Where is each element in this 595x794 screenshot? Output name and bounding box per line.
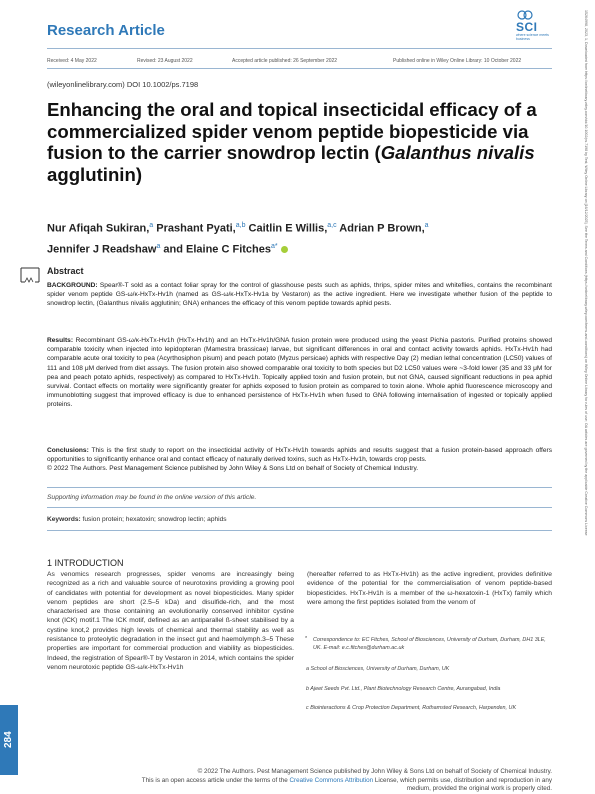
doi-line[interactable]: (wileyonlinelibrary.com) DOI 10.1002/ps.7198 — [47, 80, 199, 89]
footer-license-line — [47, 777, 552, 786]
results-text: Recombinant GS-ω/κ-HxTx-Hv1h (HxTx-Hv1h) and an HxTx-Hv1h/GNA fusion protein were produced using the yeast Pichia pastoris. Purified proteins showed comparable toxicity when injected into lepidopteran (Mamestra brassicae) larvae, but significant differences in oral and contact activity towards aphids. HxTx-Hv1h had comparable acute oral toxicity to pea (Acyrthosiphon pisum) and peach potato (Myzus persicae) aphids with respective Day (2) median lethal concentration (LC50) values of 111 and 108 μM derived from diet assays. The fusion protein also showed comparable oral toxicity to both species but D2 LC50 values were ~3-fold lower (35 and 33 μM for pea and peach potato aphids, respectively) as compared to HxTx-Hv1h. Topically applied toxin and fusion protein, but not GNA, caused significant reductions in pea aphid survival. Contact effects on mortality were significantly greater for aphids exposed to fusion protein as compared to toxin alone. Whole aphid fluorescence microscopy and immunoblotting suggest that improved efficacy is due to enhanced persistence of HxTx-Hv1h when fused to GNA following internalisation of ingested or topically applied proteins. — [47, 337, 552, 409]
abstract-results — [47, 336, 552, 410]
affiliation-marker: a* — [271, 242, 278, 250]
correspondence-footnote: Correspondence to: EC Fitches, School of Biosciences, University of Durham, Durham, DH1 3LE, UK. E-mail: e.c.fitches@durham.ac.uk — [313, 637, 546, 651]
footer-license-text-b: License, which permits use, distribution and reproduction in any — [373, 776, 552, 784]
intro-left-column: As venomics research progresses, spider venoms are increasingly being recognized as a rich and valuable source of neurotoxins providing a growing pool of candidates with potential for development as novel biopesticides. Many spider venom peptides are short (2.5–5 kDa) and disulfide-rich, and the most characterised are those containing an evolutionarily conserved inhibitor cystine knot (ICK) motif.1 The ICK motif, defined as an antiparallel ß-sheet stabilised by a cystine knot,2 provides high levels of chemical and thermal stability as well as resistance to proteolytic degradation in the insect gut and haemolymph.3–5 These properties are important for commercial production and viability as biopesticides. Indeed, the registration of Spear®-T by Vestaron in 2014, which contains the spider venom neurotoxic peptide GS-ω/κ-HxTx-Hv1h — [47, 571, 294, 671]
sci-logo — [512, 8, 552, 42]
author-list — [47, 217, 552, 258]
page-number: 284 — [3, 731, 14, 749]
affiliation-marker: a — [424, 222, 429, 229]
dates-rule — [47, 68, 552, 69]
abstract-rule — [47, 487, 552, 488]
section-heading: 1 INTRODUCTION — [47, 558, 124, 568]
affiliation-marker: a,c — [327, 222, 337, 229]
title-species: Galanthus nivalis — [380, 142, 535, 163]
author[interactable]: Jennifer J Readshaw — [47, 243, 157, 256]
footer-license-end: medium, provided the original work is properly cited. — [406, 785, 552, 792]
author[interactable]: Caitlin E Willis, — [248, 222, 328, 235]
abstract-bracket-icon — [19, 266, 41, 284]
abstract-conclusions — [47, 446, 552, 474]
background-text: Spear®-T sold as a contact foliar spray for the control of glasshouse pests such as aphids, thrips, spider mites and whiteflies, contains the recombinant spider venom peptide GS-ω/κ-HxTx-Hv1h (named as GS-ω/κ-HxTx-Hv1a by Vestaron) as the active ingredient. Here we investigate whether fusion of the peptide to snowdrop lectin, (Galanthus nivalis agglutinin; GNA) enhances the efficacy of this venom peptide towards aphid pests. — [47, 282, 552, 308]
header-rule — [47, 48, 552, 49]
keywords — [47, 516, 227, 523]
affiliation-marker: a,b — [235, 222, 246, 229]
conclusions-label: Conclusions: — [47, 447, 89, 454]
license-footer — [47, 768, 552, 794]
abstract-copyright: © 2022 The Authors. Pest Management Science published by John Wiley & Sons Ltd on behalf of Society of Chemical Industry. — [47, 465, 419, 473]
supporting-rule — [47, 507, 552, 508]
keywords-text: fusion protein; hexatoxin; snowdrop lectin; aphids — [80, 516, 227, 523]
supporting-info-note: Supporting information may be found in the online version of this article. — [47, 494, 257, 501]
affiliation-a: a School of Biosciences, University of Durham, Durham, UK — [306, 666, 450, 672]
abstract-heading: Abstract — [47, 266, 84, 276]
orcid-icon[interactable] — [281, 246, 288, 253]
affiliation-marker: a — [156, 242, 161, 250]
intro-right-column: (hereafter referred to as HxTx-Hv1h) as the active ingredient, provides definitive evidence of the potential for the commercialisation of venom peptide-based biopesticides. HxTx-Hv1h is a member of the ω-hexatoxin-1 (HxTx) family which were among the first peptides isolated from the venom of — [307, 571, 552, 606]
received-date: Received: 4 May 2022 — [47, 58, 97, 64]
author[interactable]: Adrian P Brown, — [339, 222, 425, 235]
journal-section-label: Research Article — [47, 22, 165, 39]
logo-tagline: where science meets business — [516, 33, 549, 41]
published-date: Published online in Wiley Online Library: 10 October 2022 — [393, 58, 522, 64]
keywords-rule — [47, 530, 552, 531]
revised-date: Revised: 23 August 2022 — [137, 58, 193, 64]
footer-copyright: © 2022 The Authors. Pest Management Science published by John Wiley & Sons Ltd on behalf of Society of Chemical Industry. — [197, 768, 552, 775]
affiliation-marker: a — [149, 222, 154, 229]
author[interactable]: and Elaine C Fitches — [163, 243, 271, 256]
article-title — [47, 99, 557, 185]
accepted-date: Accepted article published: 26 September 2022 — [232, 58, 338, 64]
affiliation-b: b Ajeet Seeds Pvt. Ltd., Plant Biotechnology Research Centre, Aurangabad, India — [306, 686, 501, 692]
download-side-text: 15264998, 2023, 1, Downloaded from https://onlinelibrary.wiley.com/doi/10.1002/ps.7198 by Test, Wiley Online Library on [16/12/2025]. See the Terms and Conditions (https://onlinelibrary.wiley.com/terms-and-conditions) on Wiley Online Library for rules of use; OA articles are governed by the applicable Creative Commons License — [584, 10, 588, 536]
correspondence-marker: * — [305, 636, 308, 642]
cc-license-link[interactable]: Creative Commons Attribution — [289, 776, 374, 784]
results-label: Results: — [47, 337, 74, 344]
title-main: Enhancing the oral and topical insecticidal efficacy of a commercialized spider venom peptide biopesticide via fusion to the carrier snowdrop lectin ( — [47, 99, 537, 163]
background-label: BACKGROUND: — [47, 282, 98, 289]
title-end: agglutinin) — [47, 163, 143, 185]
conclusions-text: This is the first study to report on the insecticidal activity of HxTx-Hv1h towards aphids and results suggest that a fusion protein-based approach offers opportunities to significantly enhance oral and contact efficacy of naturally derived toxins, such as HxTx-Hv1h, towards crop pests. — [47, 447, 552, 464]
logo-text: SCI — [516, 20, 538, 34]
author[interactable]: Prashant Pyati, — [156, 222, 236, 235]
footer-license-text-a: This is an open access article under the terms of the — [141, 776, 290, 784]
keywords-label: Keywords: — [47, 516, 81, 523]
author[interactable]: Nur Afiqah Sukiran, — [47, 222, 150, 235]
abstract-background — [47, 281, 552, 309]
affiliation-c: c Biointeractions & Crop Protection Department, Rothamsted Research, Harpenden, UK — [306, 705, 517, 711]
